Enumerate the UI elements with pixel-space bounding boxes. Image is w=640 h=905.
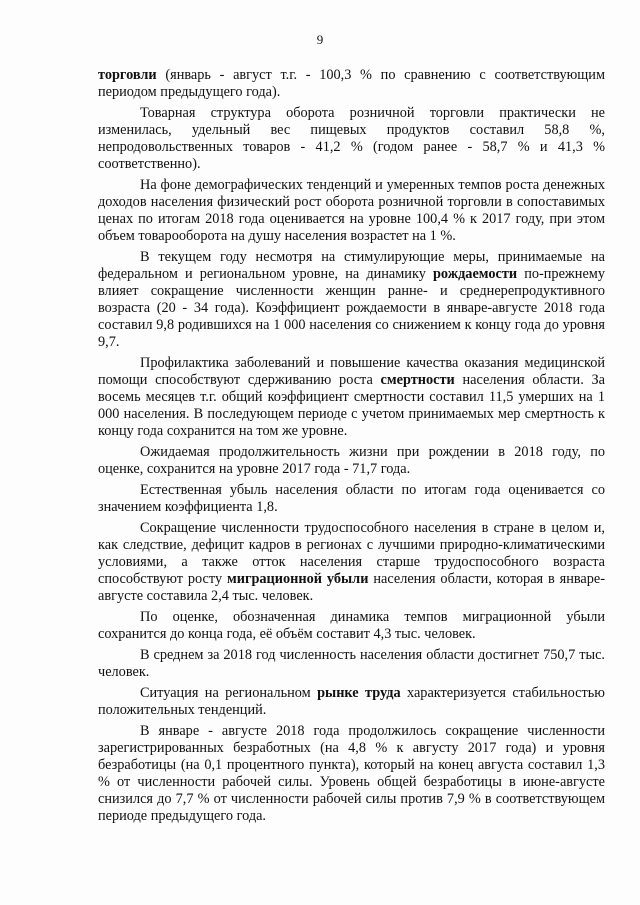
paragraph (98, 520, 605, 605)
paragraph-text: В январе - августе 2018 года продолжилось сокращение численности зарегистрированных безработных (на 4,8 % к августу 2017 года) и уровня безработицы (на 0,1 процентного пункта), который на конец августа составил 1,3 % от численности рабочей силы. Уровень общей безработицы в июне-августе снизился до 7,7 % от численности рабочей силы против 7,9 % в соответствующем периоде предыдущего года. (98, 723, 605, 824)
paragraph (98, 609, 605, 643)
bold-term: смертности (380, 372, 455, 388)
paragraph-text: Профилактика заболеваний и повышение качества оказания медицинской помощи способствуют сдерживанию роста (98, 355, 605, 388)
paragraph-text: (январь - август т.г. - 100,3 % по сравнению с соответствующим периодом предыдущего года). (98, 67, 605, 100)
paragraph (98, 723, 605, 825)
paragraph-text: Ожидаемая продолжительность жизни при рождении в 2018 году, по оценке, сохранится на уровне 2017 года - 71,7 года. (98, 444, 605, 477)
bold-term: рынке труда (317, 685, 401, 701)
paragraph-text: В среднем за 2018 год численность населения области достигнет 750,7 тыс. человек. (98, 647, 605, 680)
paragraph (98, 482, 605, 516)
paragraph (98, 355, 605, 440)
document-body (98, 67, 605, 829)
paragraph (98, 177, 605, 245)
paragraph-text: населения области, которая в январе-августе составила 2,4 тыс. человек. (98, 571, 606, 604)
paragraph-text: Товарная структура оборота розничной торговли практически не изменилась, удельный вес пищевых продуктов составил 58,8 %, непродовольственных товаров - 41,2 % (годом ранее - 58,7 % и 41,3 % соответственно). (98, 105, 605, 172)
paragraph-text: По оценке, обозначенная динамика темпов миграционной убыли сохранится до конца года, её объём составит 4,3 тыс. человек. (98, 609, 605, 642)
paragraph-text: Ситуация на региональном (140, 685, 318, 701)
paragraph (98, 647, 605, 681)
paragraph (98, 444, 605, 478)
bold-term: рождаемости (432, 266, 518, 282)
page-number: 9 (316, 32, 324, 47)
paragraph-text: В текущем году несмотря на стимулирующие меры, принимаемые на федеральном и региональном уровне, на динамику (98, 249, 605, 282)
paragraph-text: На фоне демографических тенденций и умеренных темпов роста денежных доходов населения физический рост оборота розничной торговли в сопоставимых ценах по итогам 2018 года оценивается на уровне 100,4 % к 2017 году, при этом объем товарооборота на душу населения возрастет на 1 %. (98, 177, 605, 244)
bold-term: торговли (98, 67, 157, 83)
bold-term: миграционной убыли (226, 571, 369, 587)
paragraph (98, 67, 605, 101)
paragraph (98, 249, 605, 351)
paragraph-text: населения области. За восемь месяцев т.г. общий коэффициент смертности составил 11,5 умерших на 1 000 населения. В последующем периоде с учетом принимаемых мер смертность к концу года сохранится на том же уровне. (98, 372, 605, 439)
paragraph-text: Сокращение численности трудоспособного населения в стране в целом и, как следствие, дефицит кадров в регионах с лучшими природно-климатическими условиями, а также отток населения старше трудоспособного возраста способствуют росту (98, 520, 605, 587)
paragraph-text: характеризуется стабильностью положительных тенденций. (98, 685, 605, 718)
paragraph-text: Естественная убыль населения области по итогам года оценивается со значением коэффициента 1,8. (98, 482, 605, 515)
paragraph (98, 105, 605, 173)
paragraph-text: по-прежнему влияет сокращение численности женщин ранне- и среднерепродуктивного возраста (20 - 34 года). Коэффициент рождаемости в январе-августе 2018 года составил 9,8 родившихся на 1 000 населения со снижением к концу года до уровня 9,7. (98, 266, 605, 350)
paragraph (98, 685, 605, 719)
